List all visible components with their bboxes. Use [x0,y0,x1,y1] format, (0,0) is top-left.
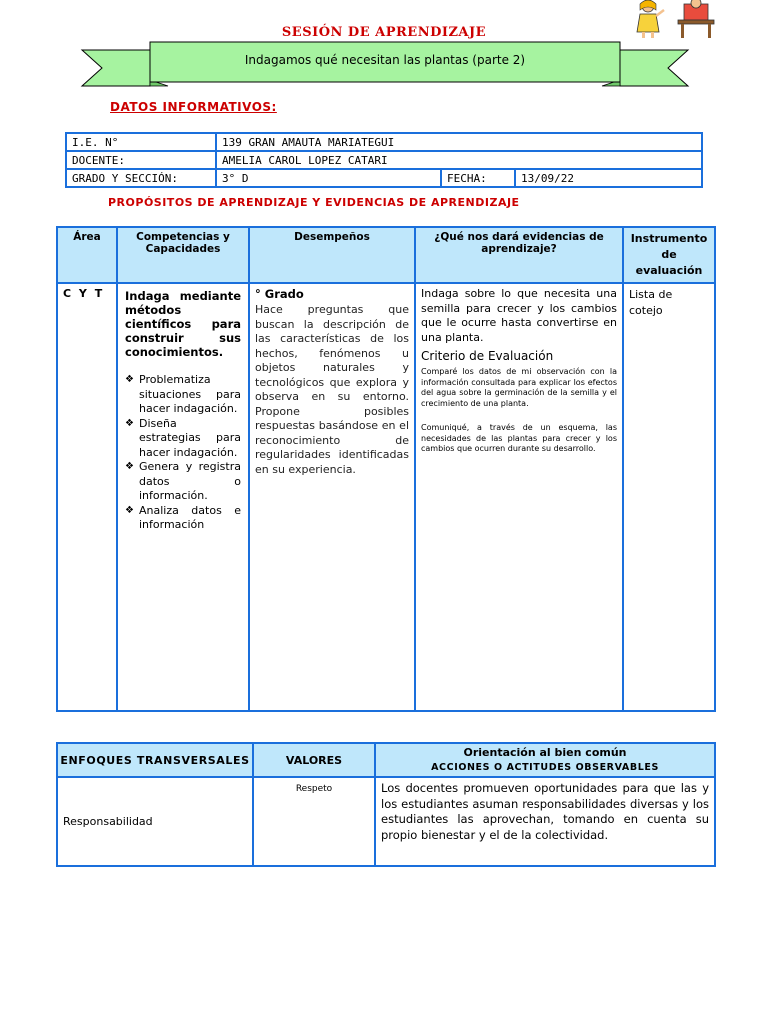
criterio-item: Comuniqué, a través de un esquema, las necesidades de las plantas para crecer y los cambios que ocurren durante su desarrollo. [421,423,617,453]
grado-heading: ° Grado [255,287,304,301]
session-title: SESIÓN DE APRENDIZAJE [281,25,487,40]
criterio-item: Comparé los datos de mi observación con la información consultada para explicar los efectos del agua sobre la germinación de la semilla y el crecimiento de una planta. [421,367,617,408]
desempeno-text: Hace preguntas que buscan la descripción de las características de los hechos, fenómenos u objetos naturales y tecnológicos que explora y observa en su entorno. Propone posibles respuestas basándose en el reconocimiento de regularidades identificadas en su experiencia. [255,303,409,476]
evidencias-cell [415,283,623,711]
enfoques-table [56,742,716,867]
list-item: ❖ Genera y registra datos o información. [125,460,241,502]
lesson-title: Indagamos qué necesitan las plantas (parte 2) [244,53,526,67]
purposes-heading: PROPÓSITOS DE APRENDIZAJE Y EVIDENCIAS DE APRENDIZAJE [108,196,520,209]
fecha-value: 13/09/22 [515,169,702,187]
lesson-banner [80,40,690,88]
grado-label: GRADO Y SECCIÓN: [66,169,216,187]
header-valores: VALORES [253,743,375,777]
criterio-heading: Criterio de Evaluación [421,349,554,363]
docente-value: AMELIA CAROL LOPEZ CATARI [216,151,702,169]
orientacion-title: Orientación al bien común [463,746,627,759]
header-enfoques: ENFOQUES TRANSVERSALES [57,743,253,777]
desempenos-cell [249,283,415,711]
info-row-grado [66,169,702,187]
docente-label: DOCENTE: [66,151,216,169]
list-item: ❖ Diseña estrategias para hacer indagación. [125,416,241,459]
grado-value: 3° D [216,169,441,187]
purposes-table [56,226,716,712]
enfoque-value: Responsabilidad [57,777,253,866]
header-desempenos: Desempeños [249,227,415,283]
ie-label: I.E. N° [66,133,216,151]
ie-value: 139 GRAN AMAUTA MARIATEGUI [216,133,702,151]
accion-text: Los docentes promueven oportunidades para que las y los estudiantes asuman responsabilidades diversas y los estudiantes las aprovechan, tomando en cuenta su propio bienestar y el de la colectividad. [375,777,715,866]
acciones-subtitle: ACCIONES O ACTITUDES OBSERVABLES [431,762,659,773]
valor-value: Respeto [253,777,375,866]
enfoques-header-row [57,743,715,777]
diamond-bullet-icon: ❖ [125,417,134,429]
purposes-body-row [57,283,715,711]
diamond-bullet-icon: ❖ [125,461,134,472]
competencias-cell [117,283,249,711]
header-orientacion [375,743,715,777]
capacidades-list [123,373,243,533]
header-instrumento: Instrumento de evaluación [623,227,715,283]
enfoques-body-row [57,777,715,866]
info-row-ie [66,133,702,151]
list-item: ❖ Analiza datos e información [125,503,241,531]
info-table [65,132,703,188]
diamond-bullet-icon: ❖ [125,504,134,516]
info-row-docente [66,151,702,169]
header-evidencias: ¿Qué nos dará evidencias de aprendizaje? [415,227,623,283]
header-competencias: Competencias y Capacidades [117,227,249,283]
evidencia-text: Indaga sobre lo que necesita una semilla para crecer y los cambios que le ocurre hasta convertirse en una planta. [421,287,617,344]
instrumento-value: Lista de cotejo [623,283,715,711]
header-area: Área [57,227,117,283]
area-value: C Y T [57,283,117,711]
purposes-header-row [57,227,715,283]
list-item: ❖ Problematiza situaciones para hacer indagación. [125,373,241,415]
competencia-name: Indaga mediante métodos científicos para construir sus conocimientos. [125,289,241,359]
diamond-bullet-icon: ❖ [125,374,134,385]
fecha-label: FECHA: [441,169,515,187]
datos-informativos-heading: DATOS INFORMATIVOS: [110,100,277,114]
